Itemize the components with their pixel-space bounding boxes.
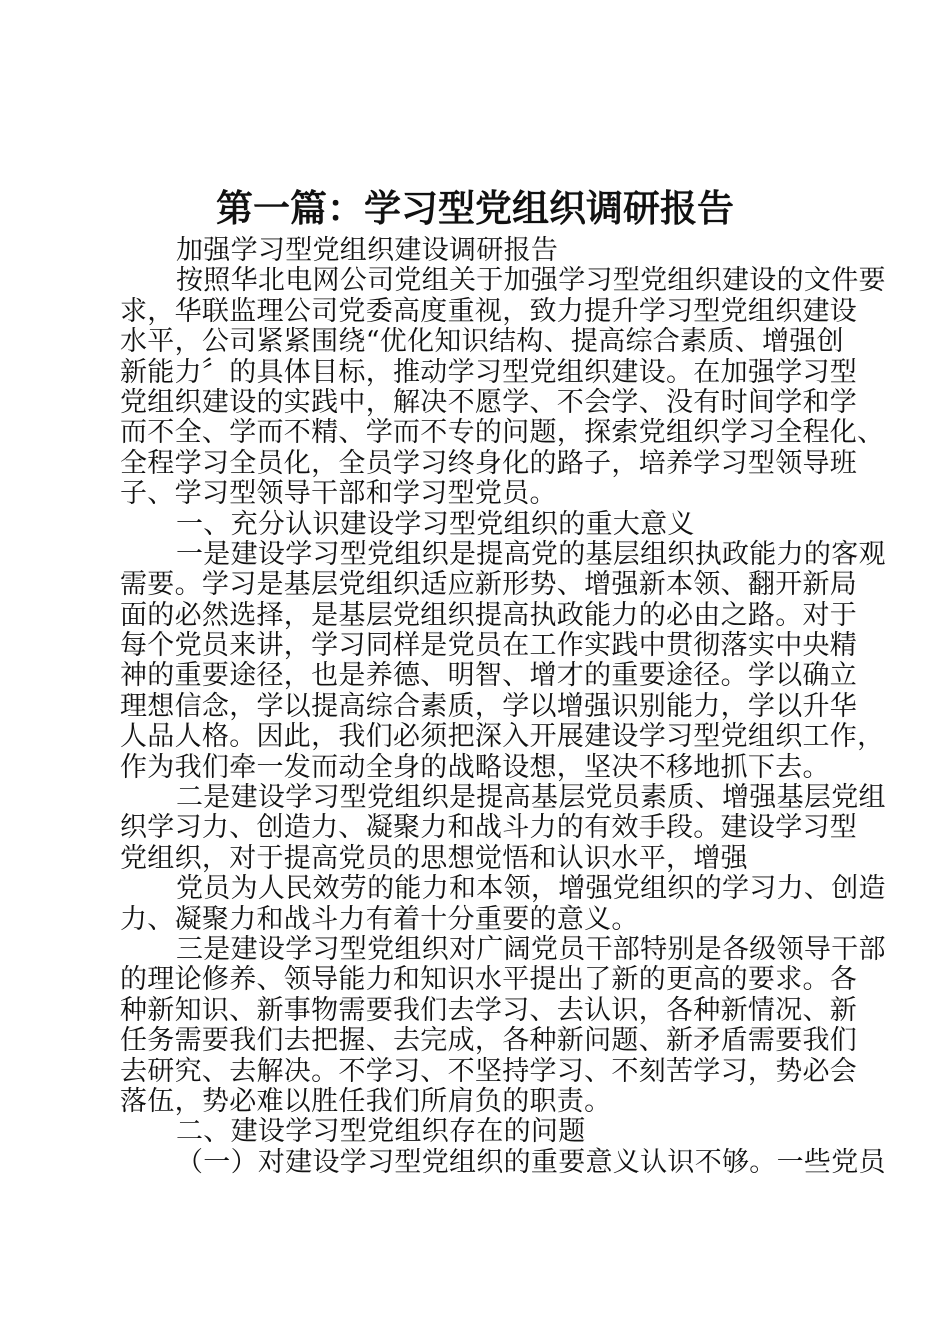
text-line: 去研究、去解决。不学习、不坚持学习、不刻苦学习，势必会 <box>120 1055 858 1087</box>
text-line: 作为我们牵一发而动全身的战略设想，坚决不移地抓下去。 <box>120 751 830 783</box>
text-line: （一）对建设学习型党组织的重要意义认识不够。一些党员 <box>176 1146 886 1178</box>
text-line: 全程学习全员化，全员学习终身化的路子，培养学习型领导班 <box>120 447 858 479</box>
text-line: 新能力〞的具体目标，推动学习型党组织建设。在加强学习型 <box>120 356 858 388</box>
text-line: 子、学习型领导干部和学习型党员。 <box>120 478 557 510</box>
text-line: 求，华联监理公司党委高度重视，致力提升学习型党组织建设 <box>120 295 858 327</box>
text-line: 织学习力、创造力、凝聚力和战斗力的有效手段。建设学习型 <box>120 812 858 844</box>
text-line: 种新知识、新事物需要我们去学习、去认识，各种新情况、新 <box>120 994 858 1026</box>
text-line: 一、充分认识建设学习型党组织的重大意义 <box>176 508 695 540</box>
text-line: 加强学习型党组织建设调研报告 <box>176 235 559 266</box>
text-line: 党员为人民效劳的能力和本领，增强党组织的学习力、创造 <box>176 873 886 905</box>
text-line: 力、凝聚力和战斗力有着十分重要的意义。 <box>120 903 639 935</box>
text-line: 面的必然选择，是基层党组织提高执政能力的必由之路。对于 <box>120 599 858 631</box>
text-line: 每个党员来讲，学习同样是党员在工作实践中贯彻落实中央精 <box>120 630 858 662</box>
text-line: 神的重要途径，也是养德、明智、增才的重要途径。学以确立 <box>120 660 858 692</box>
text-line: 任务需要我们去把握、去完成，各种新问题、新矛盾需要我们 <box>120 1025 858 1057</box>
text-line: 二是建设学习型党组织是提高基层党员素质、增强基层党组 <box>176 782 886 814</box>
text-line: 人品人格。因此，我们必须把深入开展建设学习型党组织工作， <box>120 721 885 753</box>
text-line: 理想信念，学以提高综合素质，学以增强识别能力，学以升华 <box>120 690 858 722</box>
text-line: 水平，公司紧紧围绕“优化知识结构、提高综合素质、增强创 <box>120 326 844 358</box>
text-line: 党组织建设的实践中，解决不愿学、不会学、没有时间学和学 <box>120 386 858 418</box>
document-title: 第一篇：学习型党组织调研报告 <box>216 186 734 230</box>
text-line: 一是建设学习型党组织是提高党的基层组织执政能力的客观 <box>176 538 886 570</box>
text-line: 三是建设学习型党组织对广阔党员干部特别是各级领导干部 <box>176 933 886 965</box>
text-line: 二、建设学习型党组织存在的问题 <box>176 1116 586 1148</box>
text-line: 的理论修养、领导能力和知识水平提出了新的更高的要求。各 <box>120 964 858 996</box>
text-line: 而不全、学而不精、学而不专的问题，探索党组织学习全程化、 <box>120 417 885 449</box>
document-body <box>120 235 886 1178</box>
text-line: 按照华北电网公司党组关于加强学习型党组织建设的文件要 <box>176 265 886 297</box>
text-line: 党组织，对于提高党员的思想觉悟和认识水平，增强 <box>120 842 748 874</box>
text-line: 落伍，势必难以胜任我们所肩负的职责。 <box>120 1085 612 1117</box>
text-line: 需要。学习是基层党组织适应新形势、增强新本领、翻开新局 <box>120 569 858 601</box>
